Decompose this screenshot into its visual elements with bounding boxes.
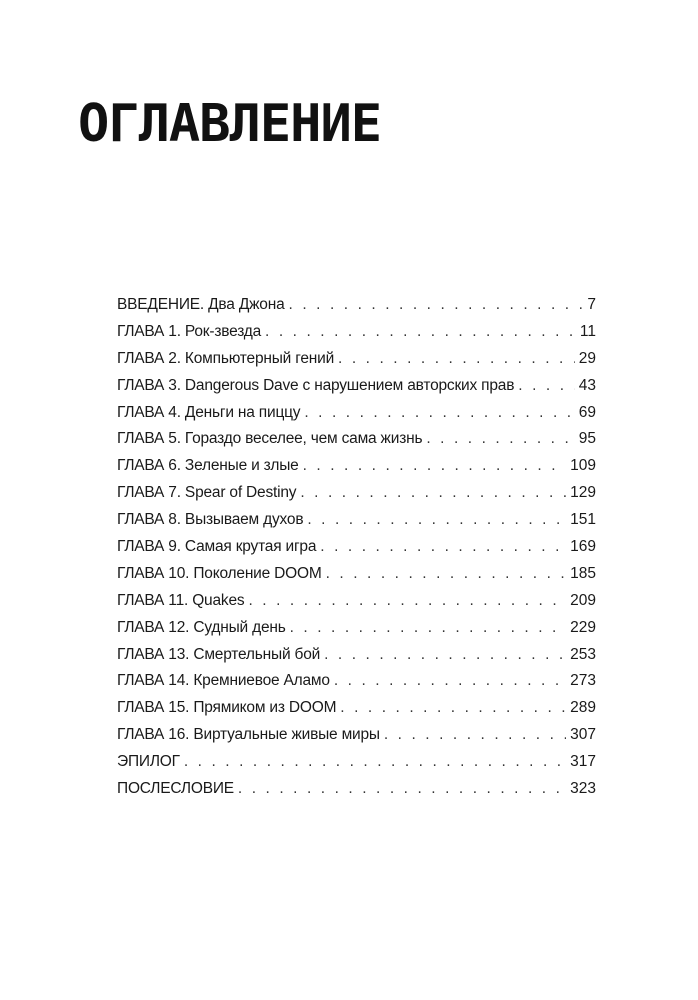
toc-entry-chapter-11 bbox=[117, 588, 596, 615]
toc-entry-page: 69 bbox=[578, 403, 596, 421]
toc-entry-chapter-4 bbox=[117, 400, 596, 427]
toc-entry-chapter-16 bbox=[117, 722, 596, 749]
dot-leader bbox=[320, 534, 566, 561]
toc-entry-page: 185 bbox=[570, 564, 596, 582]
toc-entry-chapter-15 bbox=[117, 695, 596, 722]
toc-entry-page: 109 bbox=[570, 457, 596, 475]
toc-entry-title: ГЛАВА 11. Quakes bbox=[117, 591, 245, 609]
toc-entry-chapter-12 bbox=[117, 615, 596, 642]
toc-entry-page: 253 bbox=[570, 645, 596, 663]
toc-entry-title: ГЛАВА 7. Spear of Destiny bbox=[117, 484, 297, 502]
toc-entry-chapter-8 bbox=[117, 507, 596, 534]
toc-entry-page: 273 bbox=[570, 672, 596, 690]
toc-entry-title: ГЛАВА 15. Прямиком из DOOM bbox=[117, 699, 337, 717]
toc-entry-page: 209 bbox=[570, 591, 596, 609]
toc-entry-page: 43 bbox=[578, 376, 596, 394]
dot-leader bbox=[426, 426, 574, 453]
page-title: ОГЛАВЛЕНИЕ bbox=[78, 94, 382, 154]
dot-leader bbox=[338, 346, 575, 373]
toc-entry-chapter-7 bbox=[117, 480, 596, 507]
dot-leader bbox=[289, 292, 584, 319]
toc-entry-page: 229 bbox=[570, 618, 596, 636]
toc-entry-title: ГЛАВА 8. Вызываем духов bbox=[117, 511, 304, 529]
toc-entry-chapter-9 bbox=[117, 534, 596, 561]
toc-entry-title: ГЛАВА 16. Виртуальные живые миры bbox=[117, 726, 380, 744]
toc-entry-title: ГЛАВА 1. Рок-звезда bbox=[117, 322, 262, 340]
toc-entry-chapter-6 bbox=[117, 453, 596, 480]
toc-entry-title: ЭПИЛОГ bbox=[117, 753, 180, 771]
dot-leader bbox=[334, 668, 566, 695]
toc-entry-title: ГЛАВА 9. Самая крутая игра bbox=[117, 538, 317, 556]
toc-entry-title: ГЛАВА 14. Кремниевое Аламо bbox=[117, 672, 330, 690]
toc-entry-page: 317 bbox=[570, 753, 596, 771]
toc-entry-page: 29 bbox=[578, 349, 596, 367]
toc-entry-afterword bbox=[117, 776, 596, 803]
toc-entry-epilogue bbox=[117, 749, 596, 776]
toc-entry-chapter-10 bbox=[117, 561, 596, 588]
dot-leader bbox=[324, 642, 566, 669]
toc-entry-chapter-5 bbox=[117, 426, 596, 453]
toc-entry-page: 95 bbox=[578, 430, 596, 448]
dot-leader bbox=[300, 480, 566, 507]
dot-leader bbox=[290, 615, 567, 642]
toc-entry-title: ГЛАВА 13. Смертельный бой bbox=[117, 645, 321, 663]
toc-entry-chapter-14 bbox=[117, 668, 596, 695]
toc-entry-title: ГЛАВА 3. Dangerous Dave с нарушением авторских прав bbox=[117, 376, 515, 394]
toc-entry-chapter-1 bbox=[117, 319, 596, 346]
toc-entry-title: ГЛАВА 12. Судный день bbox=[117, 618, 286, 636]
toc-entry-page: 289 bbox=[570, 699, 596, 717]
dot-leader bbox=[304, 400, 574, 427]
toc-entry-chapter-13 bbox=[117, 642, 596, 669]
toc-entry-title: ПОСЛЕСЛОВИЕ bbox=[117, 780, 234, 798]
dot-leader bbox=[265, 319, 576, 346]
toc-entry-page: 323 bbox=[570, 780, 596, 798]
toc-entry-page: 169 bbox=[570, 538, 596, 556]
toc-entry-page: 307 bbox=[570, 726, 596, 744]
toc-entry-title: ГЛАВА 2. Компьютерный гений bbox=[117, 349, 335, 367]
dot-leader bbox=[307, 507, 566, 534]
table-of-contents bbox=[117, 292, 596, 803]
dot-leader bbox=[518, 373, 575, 400]
toc-entry-title: ГЛАВА 10. Поколение DOOM bbox=[117, 564, 322, 582]
toc-entry-introduction bbox=[117, 292, 596, 319]
dot-leader bbox=[384, 722, 566, 749]
dot-leader bbox=[326, 561, 567, 588]
toc-entry-page: 151 bbox=[570, 511, 596, 529]
toc-entry-title: ВВЕДЕНИЕ. Два Джона bbox=[117, 296, 285, 313]
dot-leader bbox=[184, 749, 566, 776]
dot-leader bbox=[340, 695, 566, 722]
toc-entry-title: ГЛАВА 6. Зеленые и злые bbox=[117, 457, 299, 475]
toc-entry-title: ГЛАВА 4. Деньги на пиццу bbox=[117, 403, 301, 421]
toc-entry-chapter-3 bbox=[117, 373, 596, 400]
toc-entry-page: 7 bbox=[587, 296, 596, 313]
toc-entry-page: 11 bbox=[579, 322, 596, 340]
dot-leader bbox=[303, 453, 567, 480]
toc-entry-title: ГЛАВА 5. Гораздо веселее, чем сама жизнь bbox=[117, 430, 423, 448]
dot-leader bbox=[238, 776, 566, 803]
toc-entry-chapter-2 bbox=[117, 346, 596, 373]
dot-leader bbox=[248, 588, 566, 615]
toc-entry-page: 129 bbox=[570, 484, 596, 502]
